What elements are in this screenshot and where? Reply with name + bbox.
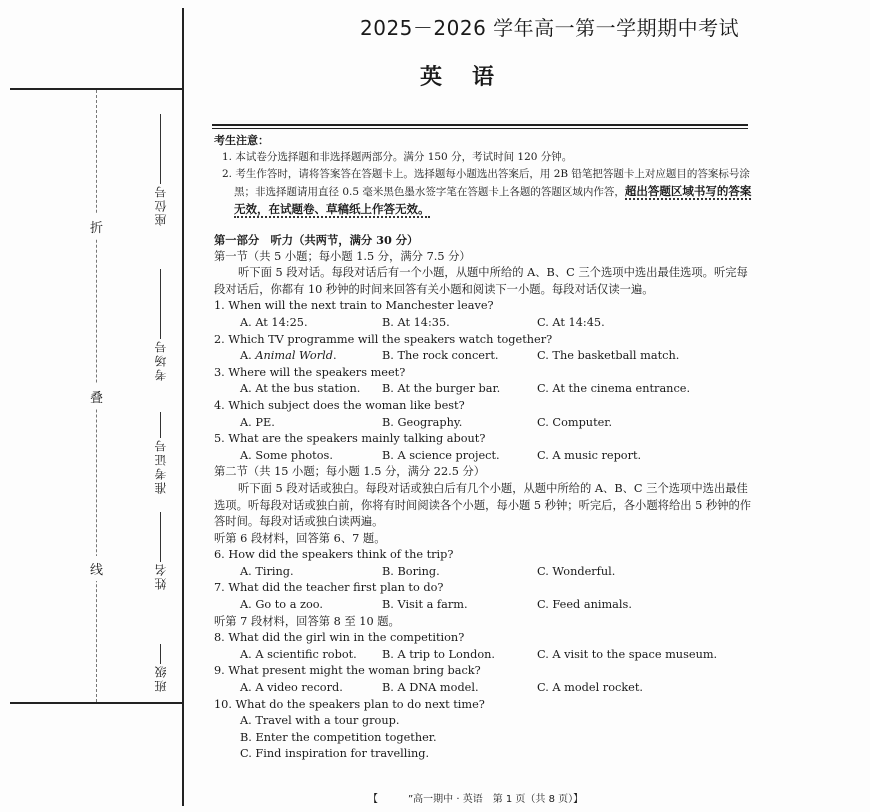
option-c: C. Wonderful.: [537, 564, 616, 578]
option-b: B. A DNA model.: [382, 681, 479, 695]
question-9-stem: 9. What present might the woman bring back?: [214, 664, 481, 678]
binding-border: [182, 8, 184, 806]
header-rule-thick: [212, 124, 748, 126]
footer-right-bracket: 】: [573, 794, 584, 805]
footer-left-bracket: 【: [368, 794, 378, 805]
seat-number-blank: [160, 114, 161, 184]
option-a-prefix: A.: [240, 349, 256, 363]
exam-title: 2025－2026 学年高一第一学期期中考试: [360, 16, 740, 40]
fold-char-3: 线: [90, 556, 103, 581]
option-c: C. At 14:45.: [537, 315, 605, 329]
page-footer: [368, 790, 583, 805]
question-4-options: [214, 415, 754, 432]
section2-instructions: 听下面 5 段对话或独白。每段对话或独白后有几个小题，从题中所给的 A、B、C 三个选项中选出最佳选项。听每段对话或独白前，你将有时间阅读各个小题，每小题 5 秒钟；听完后，各小题将给出 5 秒钟的作答时间。每段对话或独白读两遍。: [214, 481, 752, 529]
question-8-options: [214, 647, 754, 664]
question-2-options: [214, 348, 754, 365]
option-b: B. Geography.: [382, 415, 463, 429]
section1-instructions: 听下面 5 段对话。每段对话后有一个小题，从题中所给的 A、B、C 三个选项中选出最佳选项。听完每段对话后，你都有 10 秒钟的时间来回答有关小题和阅读下一小题。每段对话仅读一遍。: [214, 266, 748, 296]
question-6-stem: 6. How did the speakers think of the trip?: [214, 548, 454, 562]
admission-number-blank: [160, 412, 161, 438]
option-a: A. At 14:25.: [240, 315, 308, 329]
section2-title: 第二节（共 15 小题；每小题 1.5 分，满分 22.5 分）: [214, 465, 486, 479]
option-a: A. At the bus station.: [240, 382, 361, 396]
part1-title: 第一部分 听力（共两节，满分 30 分）: [214, 233, 419, 247]
header-rule-thin: [212, 128, 748, 129]
question-7-stem: 7. What did the teacher first plan to do?: [214, 581, 444, 595]
option-a-suffix: .: [332, 349, 337, 363]
exam-room-field: [148, 265, 172, 381]
option-a-title: Animal World: [255, 349, 333, 363]
class-blank: [160, 644, 161, 664]
admission-number-label: 准考证号: [153, 438, 168, 494]
question-6-options: [214, 564, 754, 581]
question-10-stem: 10. What do the speakers plan to do next time?: [214, 697, 485, 711]
question-7-options: [214, 597, 754, 614]
option-b: B. At 14:35.: [382, 315, 450, 329]
fold-char-1: 折: [90, 214, 103, 239]
section1-title: 第一节（共 5 小题；每小题 1.5 分，满分 7.5 分）: [214, 249, 471, 263]
material-7-instruction: 听第 7 段材料，回答第 8 至 10 题。: [214, 614, 400, 628]
question-1-options: [214, 315, 754, 332]
option-c: C. Feed animals.: [537, 598, 632, 612]
option-b: B. Visit a farm.: [382, 598, 468, 612]
class-field: [148, 640, 172, 692]
notice-item-2: [214, 166, 754, 219]
question-5-options: [214, 448, 754, 465]
question-3-options: [214, 381, 754, 398]
option-b: B. A trip to London.: [382, 647, 496, 661]
exam-room-blank: [160, 269, 161, 339]
option-a: A. A scientific robot.: [240, 647, 357, 661]
question-8-stem: 8. What did the girl win in the competition?: [214, 631, 465, 645]
notice-title: 考生注意：: [214, 134, 269, 147]
question-10-option-a: A. Travel with a tour group.: [240, 714, 400, 728]
question-1-stem: 1. When will the next train to Manchester leave?: [214, 299, 494, 313]
class-label: 班级: [153, 664, 168, 692]
exam-room-label: 考场号: [153, 339, 168, 381]
option-c: C. A music report.: [537, 448, 642, 462]
option-c: C. At the cinema entrance.: [537, 382, 691, 396]
question-10-option-b: B. Enter the competition together.: [240, 730, 437, 744]
question-9-options: [214, 680, 754, 697]
name-label: 姓名: [153, 562, 168, 590]
candidate-notice: [214, 132, 754, 219]
seat-number-field: [148, 110, 172, 226]
name-blank: [160, 512, 161, 562]
binding-bottom-rule: [10, 702, 182, 704]
question-10-option-c: C. Find inspiration for travelling.: [240, 747, 430, 761]
option-b: B. A science project.: [382, 448, 500, 462]
option-b: B. The rock concert.: [382, 349, 499, 363]
option-a: A. Tiring.: [240, 564, 294, 578]
notice-item-1: 1. 本试卷分选择题和非选择题两部分。满分 150 分，考试时间 120 分钟。: [222, 151, 573, 163]
option-a: A. PE.: [240, 415, 275, 429]
question-4-stem: 4. Which subject does the woman like best?: [214, 398, 465, 412]
option-c: C. Computer.: [537, 415, 613, 429]
option-c: C. A visit to the space museum.: [537, 647, 718, 661]
material-6-instruction: 听第 6 段材料，回答第 6、7 题。: [214, 531, 386, 545]
question-2-stem: 2. Which TV programme will the speakers watch together?: [214, 332, 553, 346]
option-a: A. Go to a zoo.: [240, 598, 323, 612]
admission-number-field: [148, 408, 172, 494]
notice-item-2-text: 2. 考生作答时，请将答案答在答题卡上。选择题每小题选出答案后，用 2B 铅笔把答题卡上对应题目的答案标号涂黑；非选择题请用直径 0.5 毫米黑色墨水签字笔在答题卡上各题的答题区域内作答，: [222, 168, 750, 198]
option-c: C. The basketball match.: [537, 349, 680, 363]
option-b: B. At the burger bar.: [382, 382, 501, 396]
name-field: [148, 508, 172, 590]
option-a: A. A video record.: [240, 681, 343, 695]
footer-text: ”高一期中 · 英语 第 1 页（共 8 页）: [408, 794, 574, 805]
question-3-stem: 3. Where will the speakers meet?: [214, 365, 406, 379]
option-c: C. A model rocket.: [537, 681, 643, 695]
option-b: B. Boring.: [382, 564, 440, 578]
notice-item-2-emphasis: 超出答题区域书写的答案无效，在试题卷、草稿纸上作答无效。: [234, 184, 752, 216]
question-5-stem: 5. What are the speakers mainly talking about?: [214, 432, 486, 446]
fold-char-2: 叠: [90, 384, 103, 409]
subject-title: 英语: [420, 65, 525, 90]
listening-section: [214, 232, 754, 763]
option-a: [240, 348, 382, 365]
seat-number-label: 座位号: [153, 184, 168, 226]
option-a: A. Some photos.: [240, 448, 333, 462]
